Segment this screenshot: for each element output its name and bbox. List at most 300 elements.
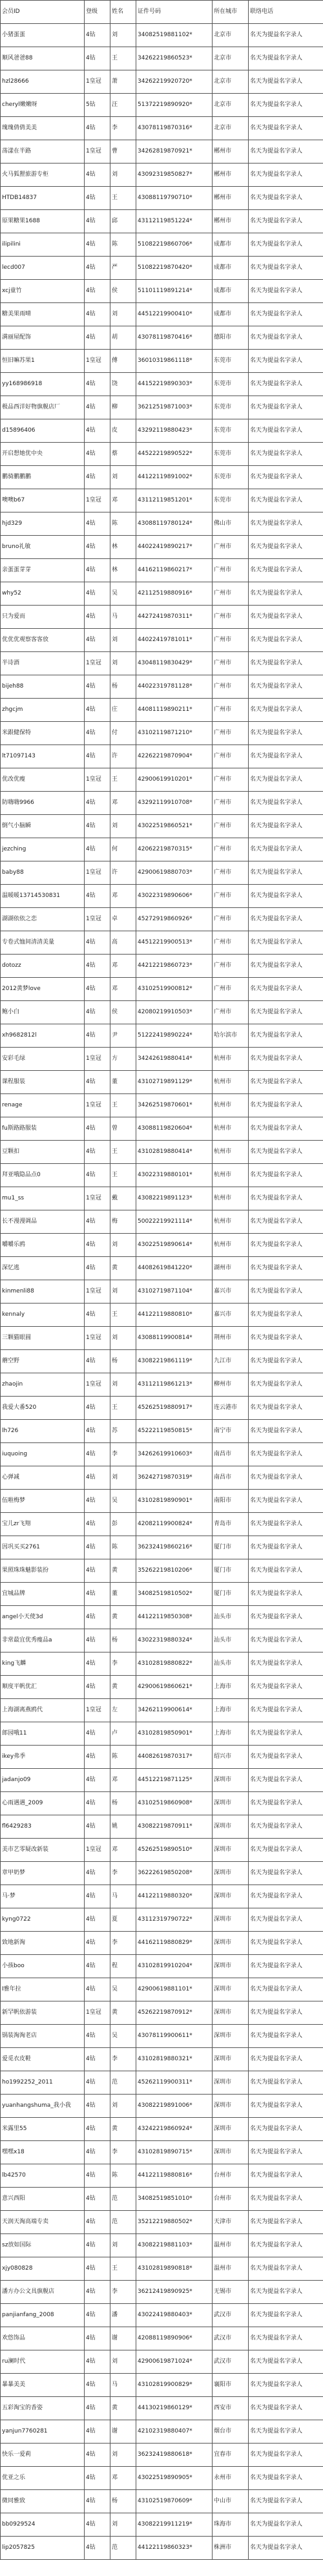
cell-member-id: 新罕帆依游装 xyxy=(1,2001,85,2025)
cell-city: 广州市 xyxy=(213,559,249,582)
cell-member-id: kyng0722 xyxy=(1,1908,85,1932)
cell-id-number: 36232419880618* xyxy=(136,2444,213,2467)
table-row xyxy=(1,582,323,606)
table-row xyxy=(1,2281,323,2304)
cell-id-number: 44122119880320* xyxy=(136,1885,213,1908)
cell-member-id: renage xyxy=(1,1094,85,1117)
cell-level: 4钻 xyxy=(85,2071,110,2095)
cell-phone: 名天为提益名字录人 xyxy=(249,1117,323,1141)
cell-member-id: fu斯路路服装 xyxy=(1,1117,85,1141)
cell-name: 胡 xyxy=(110,326,136,350)
cell-member-id: 嘿嘿x18 xyxy=(1,2141,85,2164)
table-row xyxy=(1,70,323,94)
cell-id-number: 36212419890925* xyxy=(136,2281,213,2304)
table-row xyxy=(1,1559,323,1583)
cell-member-id: 温暖暖13714530831 xyxy=(1,885,85,908)
cell-level: 4钻 xyxy=(85,396,110,419)
cell-level: 4钻 xyxy=(85,1536,110,1559)
cell-member-id: 米跟健保特 xyxy=(1,722,85,745)
cell-member-id: 我爱大番520 xyxy=(1,1397,85,1420)
cell-phone: 名天为提益名字录人 xyxy=(249,606,323,629)
cell-city: 东莞市 xyxy=(213,373,249,396)
cell-member-id: HTDB14837 xyxy=(1,187,85,210)
cell-phone: 名天为提益名字录人 xyxy=(249,164,323,187)
table-row xyxy=(1,1001,323,1024)
cell-member-id: 美市艺零疑改新装 xyxy=(1,1839,85,1862)
cell-name: 马 xyxy=(110,606,136,629)
table-row xyxy=(1,419,323,443)
cell-phone: 名天为提益名字录人 xyxy=(249,2164,323,2188)
cell-phone: 名天为提益名字录人 xyxy=(249,1839,323,1862)
cell-level: 4钻 xyxy=(85,466,110,489)
cell-name: 董 xyxy=(110,1071,136,1094)
cell-city: 深圳市 xyxy=(213,1955,249,1978)
cell-level: 4钻 xyxy=(85,1908,110,1932)
table-row xyxy=(1,140,323,164)
cell-city: 深圳市 xyxy=(213,1932,249,1955)
cell-phone: 名天为提益名字录人 xyxy=(249,2327,323,2350)
cell-name: 刘 xyxy=(110,164,136,187)
table-row xyxy=(1,512,323,536)
cell-level: 4钻 xyxy=(85,1141,110,1164)
cell-name: 高 xyxy=(110,931,136,955)
cell-id-number: 43022519890614* xyxy=(136,1234,213,1257)
cell-name: 董 xyxy=(110,1583,136,1606)
cell-phone: 名天为提益名字录人 xyxy=(249,2095,323,2118)
cell-name: 侯 xyxy=(110,1001,136,1024)
cell-city: 广州市 xyxy=(213,815,249,838)
cell-id-number: 43022419880403* xyxy=(136,2304,213,2327)
cell-id-number: 43082219891006* xyxy=(136,2095,213,2118)
cell-phone: 名天为提益名字录人 xyxy=(249,24,323,47)
cell-member-id: jadanjo09 xyxy=(1,1769,85,1792)
cell-level: 4钻 xyxy=(85,955,110,978)
cell-member-id: 豆颗扣 xyxy=(1,1141,85,1164)
cell-id-number: 43102819890715* xyxy=(136,2141,213,2164)
cell-name: 刘 xyxy=(110,815,136,838)
cell-id-number: 34262819870921* xyxy=(136,140,213,164)
cell-phone: 名天为提益名字录人 xyxy=(249,1443,323,1466)
table-row xyxy=(1,838,323,861)
cell-member-id: 防嗨嗨9966 xyxy=(1,792,85,815)
cell-phone: 名天为提益名字录人 xyxy=(249,1722,323,1746)
cell-level: 4钻 xyxy=(85,1024,110,1048)
cell-phone: 名天为提益名字录人 xyxy=(249,350,323,373)
cell-id-number: 44512219871125* xyxy=(136,1769,213,1792)
cell-city: 上海市 xyxy=(213,1722,249,1746)
cell-name: 傅 xyxy=(110,350,136,373)
cell-city: 郴州市 xyxy=(213,140,249,164)
cell-phone: 名天为提益名字录人 xyxy=(249,187,323,210)
cell-city: 武汉市 xyxy=(213,2350,249,2374)
cell-phone: 名天为提益名字录人 xyxy=(249,908,323,931)
cell-phone: 名天为提益名字录人 xyxy=(249,885,323,908)
cell-id-number: 34262119900614* xyxy=(136,1699,213,1722)
table-row xyxy=(1,745,323,768)
cell-city: 北京市 xyxy=(213,70,249,94)
cell-member-id: d15896406 xyxy=(1,419,85,443)
table-row xyxy=(1,1071,323,1094)
cell-phone: 名天为提益名字录人 xyxy=(249,1210,323,1234)
cell-id-number: 43078119870416* xyxy=(136,326,213,350)
cell-member-id: cheryl嫩嫩呀 xyxy=(1,94,85,117)
cell-id-number: 43078119870316* xyxy=(136,117,213,140)
cell-name: 吴 xyxy=(110,2025,136,2048)
cell-phone: 名天为提益名字录人 xyxy=(249,1862,323,1885)
table-row xyxy=(1,1676,323,1699)
cell-id-number: 44212219860723* xyxy=(136,955,213,978)
table-row xyxy=(1,1699,323,1722)
table-row xyxy=(1,1397,323,1420)
cell-level: 4钻 xyxy=(85,2095,110,2118)
table-row xyxy=(1,2001,323,2025)
cell-member-id: 非常最宜优秀瘦品a xyxy=(1,1629,85,1652)
cell-phone: 名天为提益名字录人 xyxy=(249,1559,323,1583)
cell-city: 深圳市 xyxy=(213,2118,249,2141)
cell-name: 林 xyxy=(110,559,136,582)
table-row xyxy=(1,2071,323,2095)
cell-city: 无锡市 xyxy=(213,2281,249,2304)
cell-name: 范 xyxy=(110,2071,136,2095)
table-row xyxy=(1,257,323,280)
cell-level: 4钻 xyxy=(85,559,110,582)
cell-city: 嘉兴市 xyxy=(213,1304,249,1327)
cell-level: 4钻 xyxy=(85,303,110,326)
cell-id-number: 42900619860621* xyxy=(136,1676,213,1699)
cell-level: 4钻 xyxy=(85,931,110,955)
cell-city: 广州市 xyxy=(213,792,249,815)
cell-name: 刘 xyxy=(110,2095,136,2118)
table-row xyxy=(1,1350,323,1373)
header-member-id: 会员ID xyxy=(1,1,85,24)
cell-id-number: 43092319850827* xyxy=(136,164,213,187)
cell-name: 范 xyxy=(110,2211,136,2234)
header-id-number: 证件号码 xyxy=(136,1,213,24)
cell-phone: 名天为提益名字录人 xyxy=(249,1513,323,1536)
cell-id-number: 44272419870311* xyxy=(136,606,213,629)
cell-level: 1皇冠 xyxy=(85,489,110,512)
cell-name: 潘 xyxy=(110,2304,136,2327)
cell-level: 4钻 xyxy=(85,2327,110,2350)
cell-id-number: 36222619850208* xyxy=(136,1862,213,1885)
cell-member-id: 米露里55 xyxy=(1,2118,85,2141)
cell-id-number: 43102819880321* xyxy=(136,2048,213,2071)
cell-member-id: iuquoing xyxy=(1,1443,85,1466)
table-row xyxy=(1,164,323,187)
cell-city: 成都市 xyxy=(213,303,249,326)
cell-city: 东莞市 xyxy=(213,489,249,512)
cell-member-id: 爱觅衣皮鞋 xyxy=(1,2048,85,2071)
table-row xyxy=(1,1210,323,1234)
cell-city: 南昌市 xyxy=(213,1466,249,1490)
cell-member-id: 荡漾在半路 xyxy=(1,140,85,164)
cell-member-id: 糖美果雨晴 xyxy=(1,303,85,326)
cell-phone: 名天为提益名字录人 xyxy=(249,675,323,699)
cell-id-number: 42062219870315* xyxy=(136,838,213,861)
table-row xyxy=(1,2537,323,2560)
cell-id-number: 45272919860926* xyxy=(136,908,213,931)
cell-phone: 名天为提益名字录人 xyxy=(249,2188,323,2211)
table-row xyxy=(1,1978,323,2001)
cell-name: 夏 xyxy=(110,1908,136,1932)
cell-phone: 名天为提益名字录人 xyxy=(249,1187,323,1210)
cell-phone: 名天为提益名字录人 xyxy=(249,838,323,861)
cell-name: 杨 xyxy=(110,675,136,699)
cell-id-number: 34262219920720* xyxy=(136,70,213,94)
cell-phone: 名天为提益名字录人 xyxy=(249,1676,323,1699)
cell-name: 蔡 xyxy=(110,443,136,466)
cell-id-number: 43022319890606* xyxy=(136,885,213,908)
cell-level: 1皇冠 xyxy=(85,861,110,885)
cell-phone: 名天为提益名字录人 xyxy=(249,1257,323,1280)
cell-id-number: 36242719870319* xyxy=(136,1466,213,1490)
cell-name: 王 xyxy=(110,1304,136,1327)
cell-member-id: 只为爱而 xyxy=(1,606,85,629)
cell-id-number: 42088119890906* xyxy=(136,2327,213,2350)
cell-name: 邓 xyxy=(110,955,136,978)
cell-phone: 名天为提益名字录人 xyxy=(249,1420,323,1443)
cell-name: 谢 xyxy=(110,2327,136,2350)
cell-id-number: 34262219860523* xyxy=(136,47,213,70)
cell-city: 东莞市 xyxy=(213,396,249,419)
cell-name: 苏 xyxy=(110,1420,136,1443)
cell-name: 马 xyxy=(110,2374,136,2397)
cell-id-number: 44162119860217* xyxy=(136,559,213,582)
cell-id-number: 35212219880502* xyxy=(136,2211,213,2234)
cell-id-number: 42112519880916* xyxy=(136,582,213,606)
cell-level: 4钻 xyxy=(85,2304,110,2327)
cell-phone: 名天为提益名字录人 xyxy=(249,2444,323,2467)
cell-member-id: bijeh88 xyxy=(1,675,85,699)
cell-city: 湖州市 xyxy=(213,1257,249,1280)
cell-id-number: 42900619881101* xyxy=(136,1978,213,2001)
cell-name: 邓 xyxy=(110,1769,136,1792)
cell-city: 荆州市 xyxy=(213,1327,249,1350)
cell-phone: 名天为提益名字录人 xyxy=(249,1071,323,1094)
cell-level: 1皇冠 xyxy=(85,1839,110,1862)
cell-name: 吴 xyxy=(110,1490,136,1513)
cell-level: 4钻 xyxy=(85,1210,110,1234)
cell-name: 刘 xyxy=(110,2513,136,2537)
cell-name: 吴 xyxy=(110,1978,136,2001)
cell-id-number: 42082119900824* xyxy=(136,1513,213,1536)
cell-phone: 名天为提益名字录人 xyxy=(249,466,323,489)
cell-city: 广州市 xyxy=(213,745,249,768)
cell-level: 4钻 xyxy=(85,1513,110,1536)
cell-city: 北京市 xyxy=(213,117,249,140)
cell-phone: 名天为提益名字录人 xyxy=(249,582,323,606)
cell-name: 邓 xyxy=(110,489,136,512)
table-row xyxy=(1,955,323,978)
table-row xyxy=(1,350,323,373)
cell-member-id: king飞麟 xyxy=(1,1652,85,1676)
table-row xyxy=(1,24,323,47)
cell-level: 4钻 xyxy=(85,443,110,466)
cell-phone: 名天为提益名字录人 xyxy=(249,1652,323,1676)
cell-phone: 名天为提益名字录人 xyxy=(249,1094,323,1117)
cell-level: 4钻 xyxy=(85,2397,110,2420)
cell-id-number: 34082519851010* xyxy=(136,2188,213,2211)
cell-phone: 名天为提益名字录人 xyxy=(249,1629,323,1652)
cell-level: 4钻 xyxy=(85,257,110,280)
cell-member-id: yuanhangshuma_我小我 xyxy=(1,2095,85,2118)
cell-name: 卢 xyxy=(110,1722,136,1746)
cell-name: 刘 xyxy=(110,1466,136,1490)
cell-level: 4钻 xyxy=(85,978,110,1001)
cell-id-number: 43102819880414* xyxy=(136,1141,213,1164)
cell-name: 陈 xyxy=(110,512,136,536)
cell-city: 深圳市 xyxy=(213,2001,249,2025)
cell-member-id: 宜城品牌 xyxy=(1,1583,85,1606)
cell-id-number: 51101119891214* xyxy=(136,280,213,303)
cell-phone: 名天为提益名字录人 xyxy=(249,1234,323,1257)
table-row xyxy=(1,1792,323,1815)
cell-level: 4钻 xyxy=(85,745,110,768)
cell-level: 4钻 xyxy=(85,2490,110,2513)
table-row xyxy=(1,187,323,210)
cell-name: 曹 xyxy=(110,140,136,164)
cell-id-number: 44162119880829* xyxy=(136,1932,213,1955)
cell-level: 1皇冠 xyxy=(85,652,110,675)
table-row xyxy=(1,396,323,419)
table-row xyxy=(1,2350,323,2374)
cell-city: 杭州市 xyxy=(213,1234,249,1257)
cell-city: 深圳市 xyxy=(213,2048,249,2071)
cell-name: 刘 xyxy=(110,303,136,326)
cell-city: 连云港市 xyxy=(213,1397,249,1420)
cell-name: 王 xyxy=(110,1141,136,1164)
table-row xyxy=(1,536,323,559)
cell-name: 刘 xyxy=(110,1327,136,1350)
cell-id-number: 44122119850308* xyxy=(136,1606,213,1629)
cell-name: 刘 xyxy=(110,2234,136,2257)
cell-phone: 名天为提益名字录人 xyxy=(249,699,323,722)
cell-id-number: 43102719871104* xyxy=(136,1280,213,1304)
table-row xyxy=(1,233,323,257)
cell-name: 黄 xyxy=(110,2397,136,2420)
cell-city: 东莞市 xyxy=(213,466,249,489)
cell-member-id: 暴暴美美 xyxy=(1,2374,85,2397)
table-row xyxy=(1,1839,323,1862)
cell-member-id: 天润天淘高端专卖 xyxy=(1,2211,85,2234)
cell-name: 李 xyxy=(110,117,136,140)
cell-phone: 名天为提益名字录人 xyxy=(249,1699,323,1722)
table-row xyxy=(1,2397,323,2420)
table-row xyxy=(1,1024,323,1048)
cell-member-id: mu1_ss xyxy=(1,1187,85,1210)
table-row xyxy=(1,1094,323,1117)
cell-name: 李 xyxy=(110,2048,136,2071)
cell-member-id: xh9682812l xyxy=(1,1024,85,1048)
cell-city: 广州市 xyxy=(213,536,249,559)
cell-level: 4钻 xyxy=(85,1583,110,1606)
cell-name: 许 xyxy=(110,745,136,768)
cell-city: 青岛市 xyxy=(213,1513,249,1536)
cell-name: 黄 xyxy=(110,1257,136,1280)
cell-city: 哈尔滨市 xyxy=(213,1024,249,1048)
cell-id-number: 36212519871003* xyxy=(136,396,213,419)
cell-name: 李 xyxy=(110,1932,136,1955)
cell-level: 1皇冠 xyxy=(85,140,110,164)
cell-id-number: 44082619841220* xyxy=(136,1257,213,1280)
cell-city: 广州市 xyxy=(213,768,249,792)
cell-level: 4钻 xyxy=(85,2444,110,2467)
cell-member-id: 顺度平帆优汇 xyxy=(1,1676,85,1699)
cell-level: 4钻 xyxy=(85,1559,110,1583)
cell-phone: 名天为提益名字录人 xyxy=(249,373,323,396)
cell-id-number: 43082219911219* xyxy=(136,2513,213,2537)
cell-level: 1皇冠 xyxy=(85,908,110,931)
cell-phone: 名天为提益名字录人 xyxy=(249,1048,323,1071)
cell-id-number: 44130219860129* xyxy=(136,2397,213,2420)
cell-city: 杭州市 xyxy=(213,1048,249,1071)
cell-member-id: 潘方办公文具旗舰店 xyxy=(1,2281,85,2304)
cell-city: 九江市 xyxy=(213,1350,249,1373)
cell-city: 宜春市 xyxy=(213,2444,249,2467)
table-row xyxy=(1,2234,323,2257)
cell-city: 成都市 xyxy=(213,233,249,257)
cell-city: 厦门市 xyxy=(213,1583,249,1606)
cell-name: 马 xyxy=(110,1885,136,1908)
cell-phone: 名天为提益名字录人 xyxy=(249,955,323,978)
cell-phone: 名天为提益名字录人 xyxy=(249,210,323,233)
table-row xyxy=(1,2444,323,2467)
cell-id-number: 50022219921114* xyxy=(136,1210,213,1234)
cell-id-number: 43082219870911* xyxy=(136,1815,213,1839)
cell-phone: 名天为提益名字录人 xyxy=(249,1792,323,1815)
cell-member-id: 小猪蛋蛋 xyxy=(1,24,85,47)
cell-id-number: 34242619880414* xyxy=(136,1048,213,1071)
cell-city: 郴州市 xyxy=(213,164,249,187)
cell-level: 4钻 xyxy=(85,1629,110,1652)
cell-name: 邱 xyxy=(110,210,136,233)
cell-city: 广州市 xyxy=(213,722,249,745)
cell-id-number: 43088119820604* xyxy=(136,1117,213,1141)
cell-level: 4钻 xyxy=(85,2141,110,2164)
cell-name: 王 xyxy=(110,47,136,70)
cell-city: 东莞市 xyxy=(213,350,249,373)
cell-phone: 名天为提益名字录人 xyxy=(249,792,323,815)
cell-member-id: kennaly xyxy=(1,1304,85,1327)
cell-id-number: 45262119900311* xyxy=(136,2071,213,2095)
cell-id-number: 43022519860521* xyxy=(136,815,213,838)
cell-level: 4钻 xyxy=(85,1815,110,1839)
cell-level: 4钻 xyxy=(85,1676,110,1699)
cell-phone: 名天为提益名字录人 xyxy=(249,1978,323,2001)
cell-member-id: 锅装淘淘老店 xyxy=(1,2025,85,2048)
table-row xyxy=(1,1536,323,1559)
cell-name: 杨 xyxy=(110,1792,136,1815)
table-row xyxy=(1,1932,323,1955)
cell-name: 付 xyxy=(110,722,136,745)
cell-city: 汕头市 xyxy=(213,1652,249,1676)
cell-id-number: 43102819850901* xyxy=(136,1722,213,1746)
cell-id-number: 43112119851224* xyxy=(136,210,213,233)
cell-member-id: 倒气小脑瞬 xyxy=(1,815,85,838)
cell-level: 4钻 xyxy=(85,280,110,303)
cell-level: 4钻 xyxy=(85,187,110,210)
cell-phone: 名天为提益名字录人 xyxy=(249,257,323,280)
cell-member-id: dotozz xyxy=(1,955,85,978)
cell-city: 深圳市 xyxy=(213,1978,249,2001)
cell-phone: 名天为提益名字录人 xyxy=(249,2490,323,2513)
cell-name: 黄 xyxy=(110,2118,136,2141)
cell-name: 范 xyxy=(110,2188,136,2211)
table-row xyxy=(1,1815,323,1839)
cell-member-id: 三颗猫眼圆 xyxy=(1,1327,85,1350)
cell-member-id: hzl28666 xyxy=(1,70,85,94)
cell-city: 南宁市 xyxy=(213,1420,249,1443)
